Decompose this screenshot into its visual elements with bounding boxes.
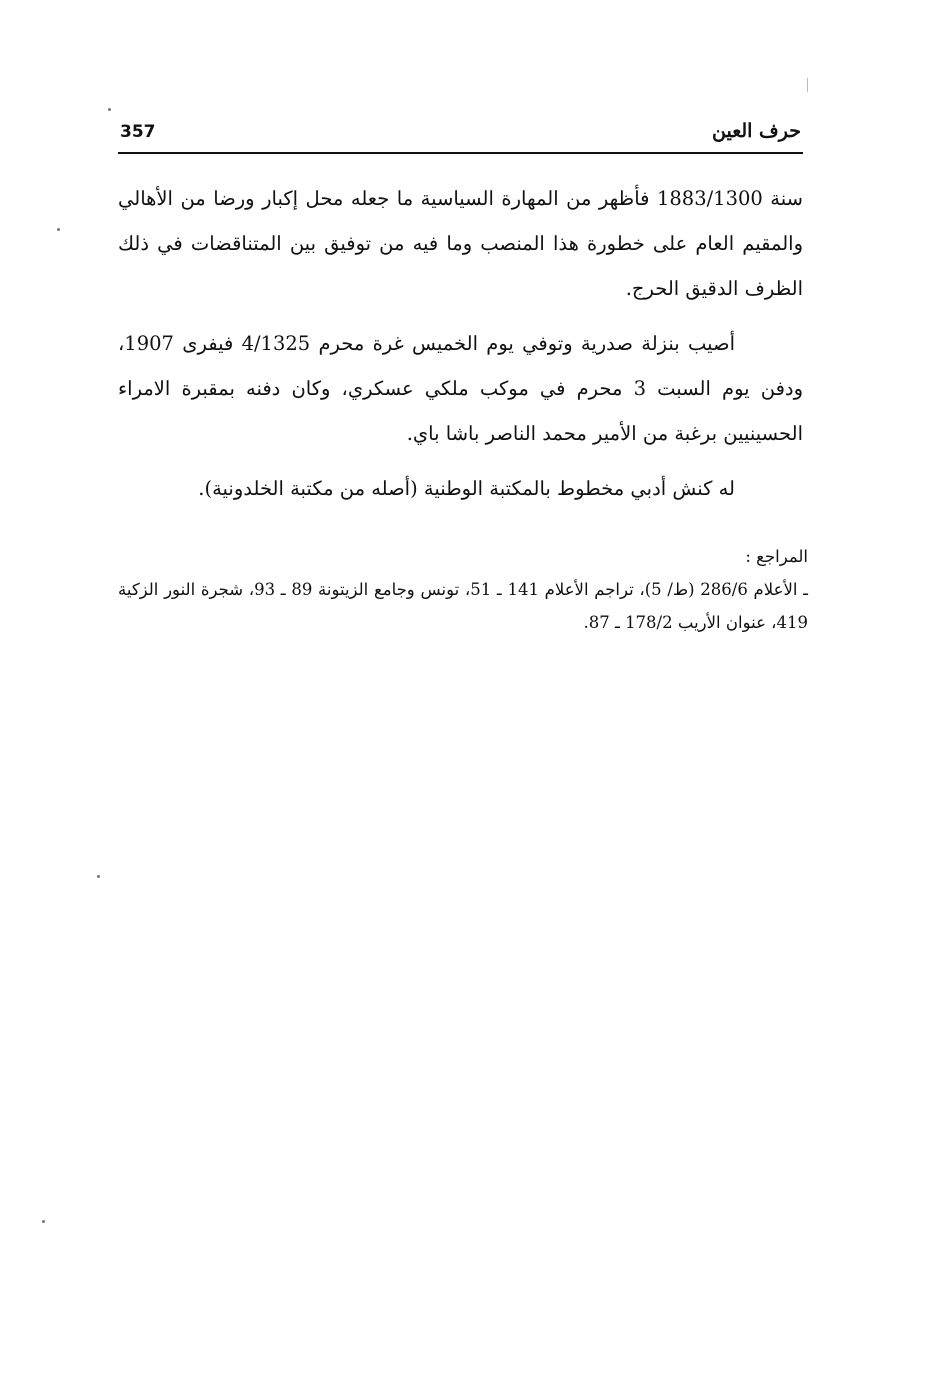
paragraph: له كنش أدبي مخطوط بالمكتبة الوطنية (أصله من مكتبة الخلدونية). — [198, 477, 735, 500]
paragraph: سنة 1883/1300 فأظهر من المهارة السياسية ما جعله محل إكبار ورضا من الأهالي والمقيم العام على خطورة هذا المنصب وما فيه من توفيق بين المتناقضات في ذلك الظرف الدقيق الحرج. — [118, 187, 803, 300]
scan-speck — [57, 228, 60, 231]
scan-mark — [807, 78, 808, 92]
scan-speck — [42, 1220, 45, 1223]
scan-speck — [108, 108, 111, 111]
page-number: 357 — [120, 122, 156, 142]
references-heading: المراجع : — [745, 547, 808, 566]
references-section — [118, 540, 808, 639]
paragraph: أصيب بنزلة صدرية وتوفي يوم الخميس غرة محرم 4/1325 فيفرى 1907، ودفن يوم السبت 3 محرم في موكب ملكي عسكري، وكان دفنه بمقبرة الامراء الحسينيين برغبة من الأمير محمد الناصر باشا باي. — [118, 332, 803, 445]
section-title: حرف العين — [712, 120, 801, 142]
scan-speck — [97, 875, 100, 878]
running-head — [118, 118, 803, 154]
references-list: ـ الأعلام 286/6 (ط/ 5)، تراجم الأعلام 141 ـ 51، تونس وجامع الزيتونة 89 ـ 93، شجرة النور الزكية 419، عنوان الأريب 178/2 ـ 87. — [118, 580, 808, 632]
main-text — [118, 176, 803, 521]
